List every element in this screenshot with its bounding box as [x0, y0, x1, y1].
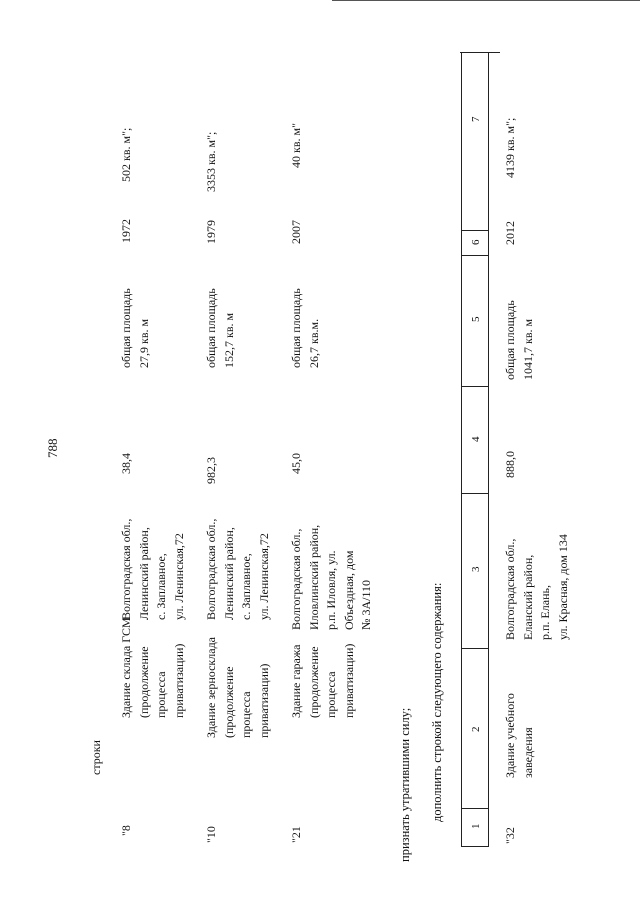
repeal-instruction: признать утратившими силу; — [398, 707, 412, 862]
object-year: 1979 — [204, 220, 218, 244]
object-address: Волгоградская обл., Ленинский район, с. Заплавное, ул. Ленинская,72 — [119, 518, 186, 620]
intro-label: строки — [89, 740, 103, 775]
row-number: "8 — [119, 825, 133, 836]
col-divider-7-6 — [461, 230, 488, 231]
header-cell-5: 5 — [470, 316, 482, 322]
object-address: Волгоградская обл., Еланский район, р.п. Елань, ул. Красная, дом 134 — [503, 534, 570, 640]
col-divider-4-3 — [461, 493, 488, 494]
header-cell-2: 2 — [470, 726, 482, 732]
header-cell-3: 3 — [470, 566, 482, 572]
object-area: 982,3 — [204, 457, 218, 484]
object-total: 4139 кв. м"; — [503, 117, 517, 178]
object-area: 38,4 — [119, 453, 133, 474]
object-description: общая площадь 27,9 кв. м — [119, 288, 151, 368]
header-cell-1: 1 — [470, 823, 482, 829]
header-cell-7: 7 — [470, 116, 482, 122]
object-year: 1972 — [119, 219, 133, 243]
object-address: Волгоградская обл., Ленинский район, с. Заплавное, ул. Ленинская,72 — [204, 518, 271, 620]
object-description: общая площадь 1041,7 кв. м — [503, 300, 535, 380]
header-rule-top — [460, 52, 500, 53]
object-total: 502 кв. м"; — [119, 127, 133, 182]
page-number: 788 — [45, 438, 60, 458]
col-divider-3-2 — [461, 648, 488, 649]
row-number: "21 — [289, 826, 303, 843]
object-description: общая площадь 152,7 кв. м — [204, 288, 236, 368]
object-total: 3353 кв. м"; — [204, 131, 218, 192]
header-cell-4: 4 — [470, 436, 482, 442]
header-border-right — [488, 52, 489, 847]
header-border-left — [461, 52, 462, 847]
object-description: общая площадь 26,7 кв.м. — [289, 288, 321, 368]
object-name: Здание учебного заведения — [503, 693, 535, 778]
header-rule-bottom — [461, 846, 488, 847]
object-year: 2007 — [289, 220, 303, 244]
col-divider-5-4 — [461, 386, 488, 387]
col-divider-6-5 — [461, 255, 488, 256]
row-number: "10 — [204, 826, 218, 843]
add-instruction: дополнить строкой следующего содержания: — [430, 582, 444, 822]
object-area: 45,0 — [289, 453, 303, 474]
object-total: 40 кв. м" — [289, 123, 303, 168]
row-number: "32 — [503, 827, 517, 844]
object-name: Здание гаража (продолжение процесса приватизации) — [289, 643, 356, 718]
object-name: Здание зерносклада (продолжение процесса приватизации) — [204, 636, 271, 738]
top-border-line — [332, 0, 640, 1]
object-area: 888,0 — [503, 451, 517, 478]
object-year: 2012 — [503, 221, 517, 245]
header-cell-6: 6 — [470, 239, 482, 245]
object-name: Здание склада ГСМ (продолжение процесса приватизации) — [119, 617, 186, 718]
object-address: Волгоградская обл., Иловлинский район, р.п. Иловля, ул. Объездная, дом № 3А/110 — [289, 524, 373, 630]
col-divider-2-1 — [461, 808, 488, 809]
